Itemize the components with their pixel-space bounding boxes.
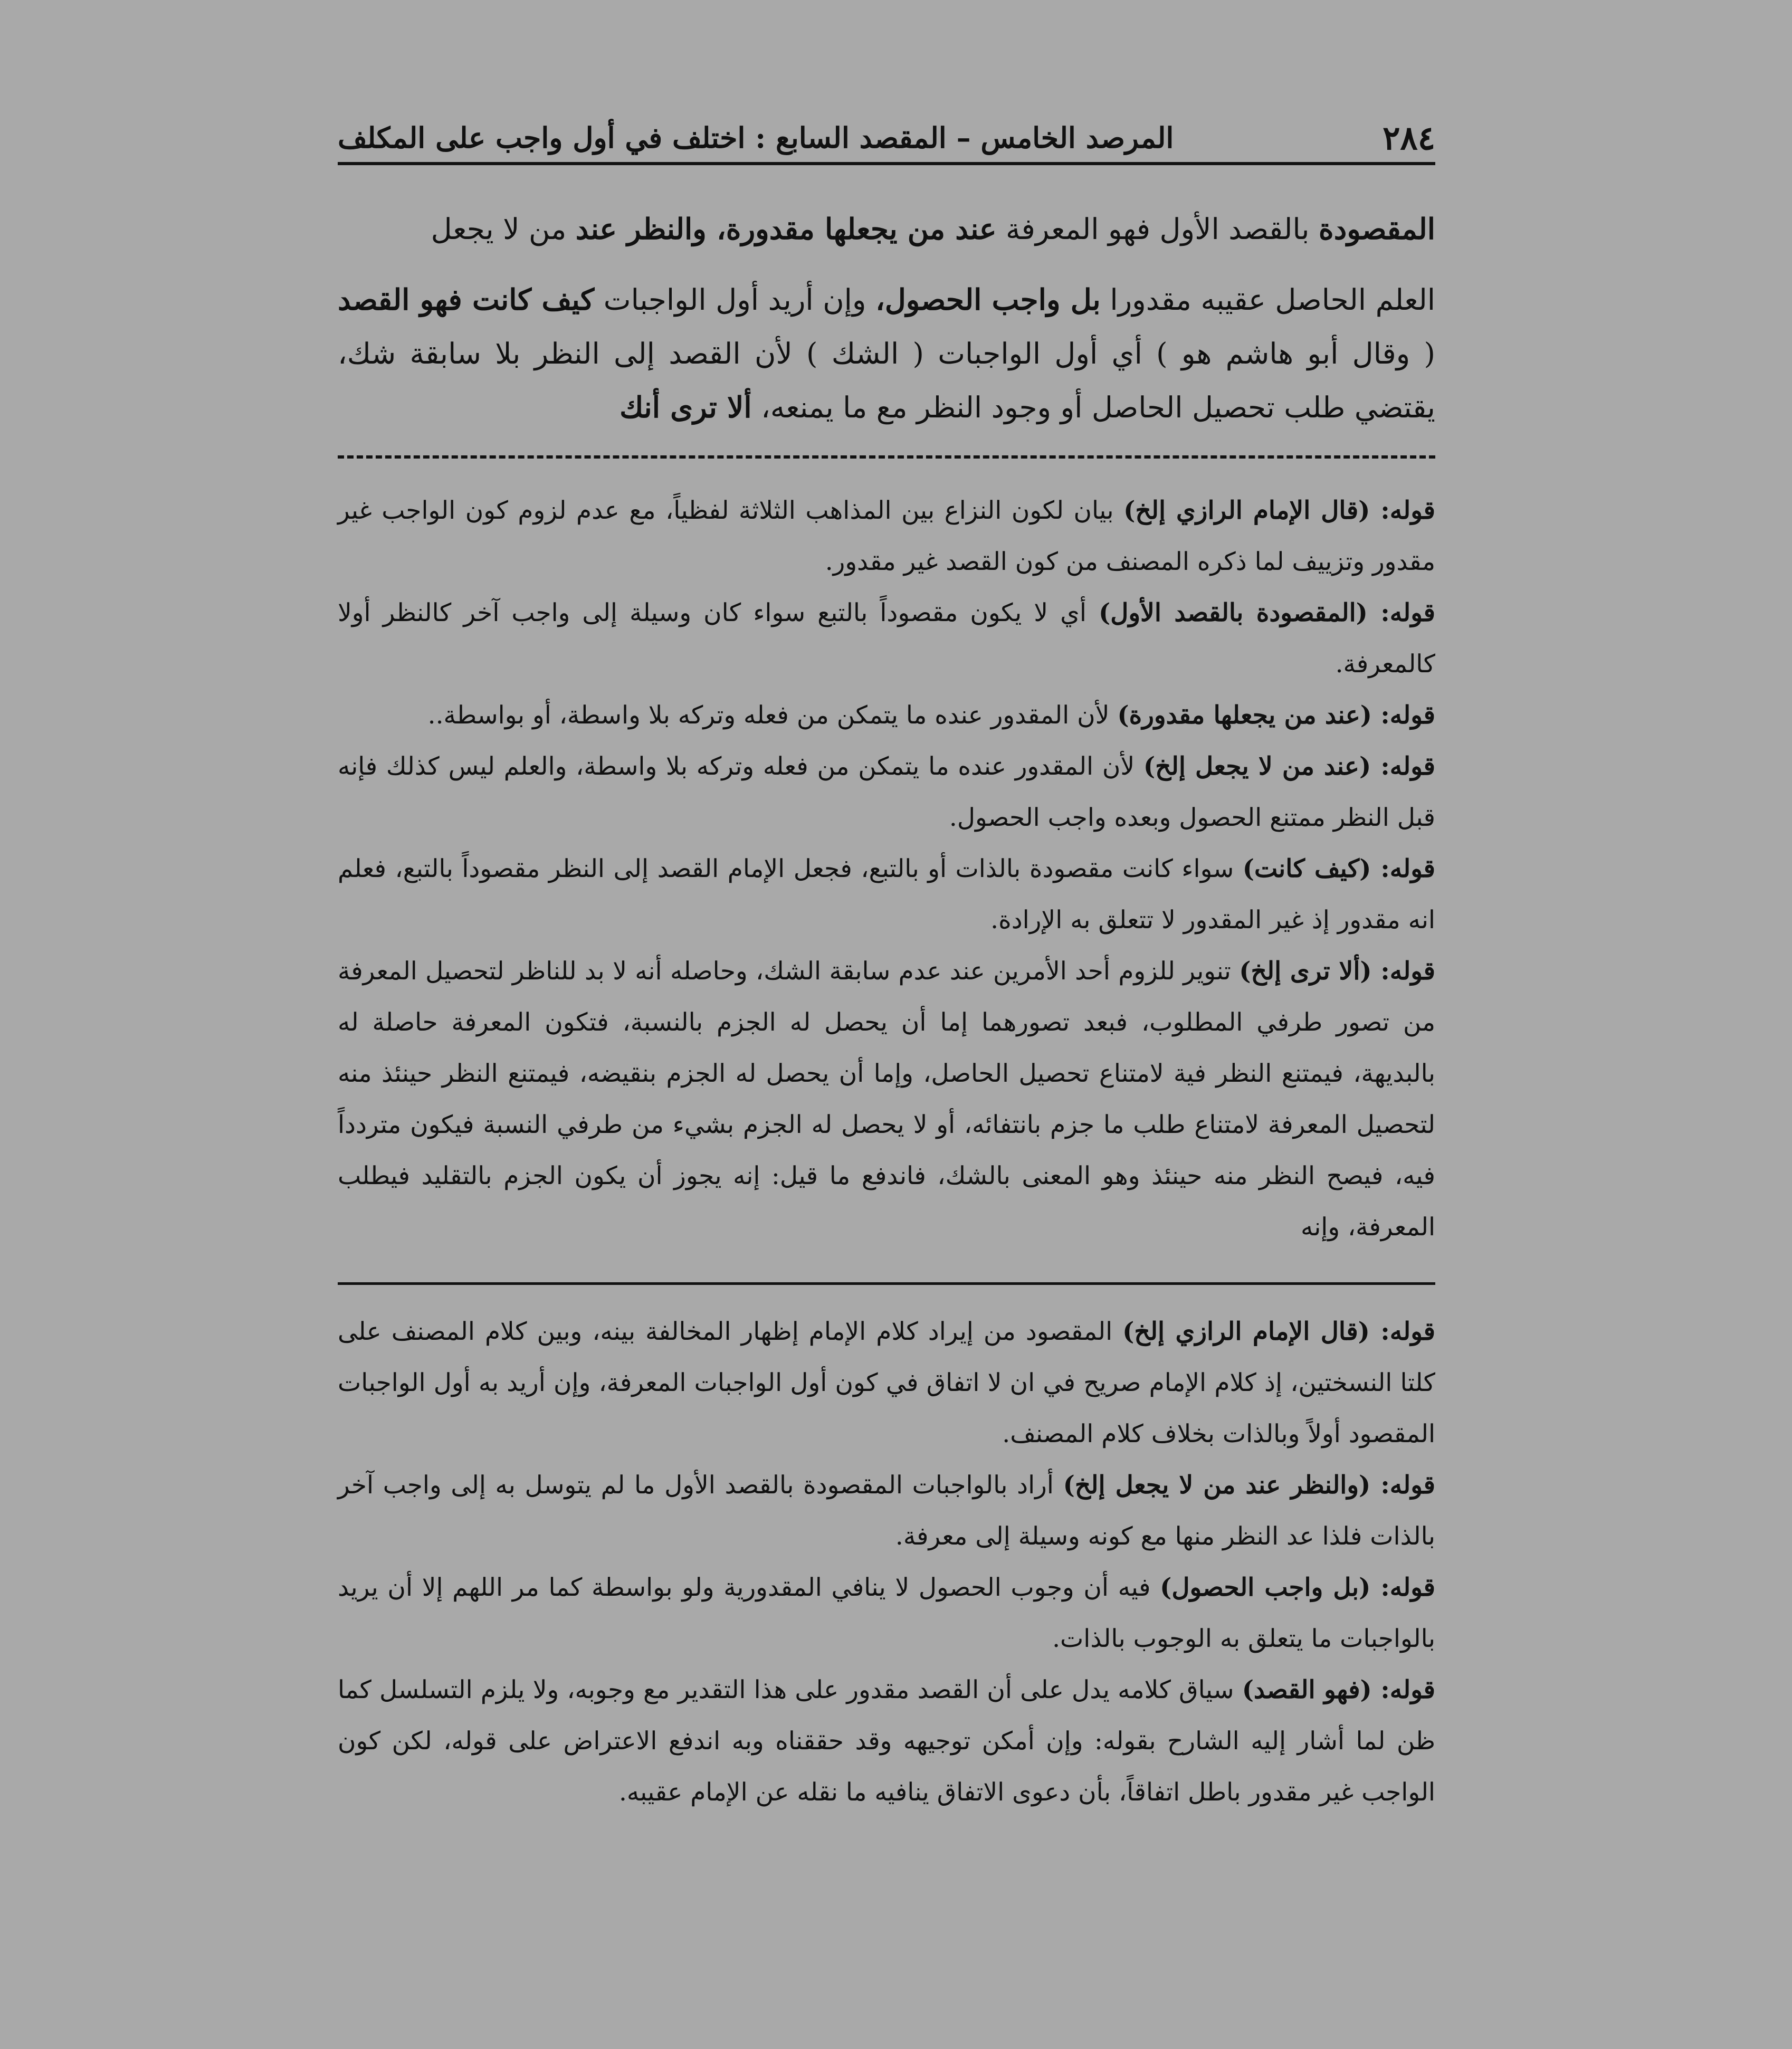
note-item [338,1306,1435,1460]
page-number: ٢٨٤ [1383,118,1435,157]
note-lead: قوله: (كيف كانت) [1242,854,1435,883]
running-header [338,113,1435,165]
note-item [338,1664,1435,1818]
commentary-2 [338,1306,1435,1818]
note-lead: قوله: (فهو القصد) [1242,1675,1436,1704]
note-text: المقصود من إيراد كلام الإمام إظهار المخالفة بينه، وبين كلام المصنف على كلتا النسختين، إذ كلام الإمام صريح في ان لا اتفاق في كون أول الواجبات المعرفة، وإن أريد به أول الواجبات المقصود أولاً وبالذات بخلاف كلام المصنف. [338,1317,1435,1448]
note-item [338,1460,1435,1562]
note-lead: قوله: (قال الإمام الرازي إلخ) [1122,1317,1435,1346]
main-segment: ألا ترى أنك [619,390,752,424]
note-lead: قوله: (ألا ترى إلخ) [1239,957,1436,986]
note-lead: قوله: (والنظر عند من لا يجعل إلخ) [1063,1471,1435,1500]
dashed-divider [338,455,1435,459]
note-item [338,485,1435,587]
main-paragraph-2 [338,273,1435,434]
note-text: سياق كلامه يدل على أن القصد مقدور على هذا التقدير مع وجوبه، ولا يلزم التسلسل كما ظن لما أشار إليه الشارح بقوله: وإن أمكن توجيهه وقد حققناه وبه اندفع الاعتراض على قوله، لكن كون الواجب غير مقدور باطل اتفاقاً، بأن دعوى الاتفاق ينافيه ما نقله عن الإمام عقيبه. [338,1675,1435,1807]
main-segment: العلم الحاصل عقيبه مقدورا [1100,283,1435,317]
main-segment: عند من يجعلها مقدورة، والنظر عند [575,212,997,246]
note-item [338,843,1435,946]
main-paragraph-1 [338,202,1435,256]
note-item [338,741,1435,843]
note-lead: قوله: (عند من لا يجعل إلخ) [1143,752,1435,781]
note-item [338,690,1435,741]
main-segment: بل واجب الحصول، [875,282,1101,317]
main-segment: من لا يجعل [431,212,576,246]
note-lead: قوله: (عند من يجعلها مقدورة) [1117,701,1435,730]
note-text: أراد بالواجبات المقصودة بالقصد الأول ما لم يتوسل به إلى واجب آخر بالذات فلذا عد النظر منها مع كونه وسيلة إلى معرفة. [338,1471,1435,1551]
main-segment: ( وقال أبو هاشم هو ) أي أول الواجبات ( الشك ) لأن القصد إلى النظر بلا سابقة شك، يقتضي طلب تحصيل الحاصل أو وجود النظر مع ما يمنعه، [338,337,1435,424]
note-item [338,946,1435,1253]
running-title: المرصد الخامس – المقصد السابع : اختلف في أول واجب على المكلف [338,121,1174,155]
main-segment: وإن أريد أول الواجبات [594,283,876,317]
book-page [338,113,1435,1818]
note-text: تنوير للزوم أحد الأمرين عند عدم سابقة الشك، وحاصله أنه لا بد للناظر لتحصيل المعرفة من تصور طرفي المطلوب، فبعد تصورهما إما أن يحصل له الجزم بالنسبة، فتكون المعرفة حاصلة له بالبديهة، فيمتنع النظر فية لامتناع تحصيل الحاصل، وإما أن يحصل له الجزم بنقيضه، فيمتنع النظر حينئذ منه لتحصيل المعرفة لامتناع طلب ما جزم بانتفائه، أو لا يحصل له الجزم بشيء من طرفي النسبة فيكون متردداً فيه، فيصح النظر منه حينئذ وهو المعنى بالشك، فاندفع ما قيل: إنه يجوز أن يكون الجزم بالتقليد فيطلب المعرفة، وإنه [338,957,1435,1242]
note-lead: قوله: (المقصودة بالقصد الأول) [1098,598,1435,627]
main-segment: كيف كانت فهو القصد [338,282,595,317]
note-text: فيه أن وجوب الحصول لا ينافي المقدورية ولو بواسطة كما مر اللهم إلا أن يريد بالواجبات ما يتعلق به الوجوب بالذات. [338,1573,1435,1653]
note-text: سواء كانت مقصودة بالذات أو بالتبع، فجعل الإمام القصد إلى النظر مقصوداً بالتبع، فعلم انه مقدور إذ غير المقدور لا تتعلق به الإرادة. [338,854,1435,935]
note-text: بيان لكون النزاع بين المذاهب الثلاثة لفظياً، مع عدم لزوم كون الواجب غير مقدور وتزييف لما ذكره المصنف من كون القصد غير مقدور. [338,496,1435,576]
note-item [338,1562,1435,1664]
note-lead: قوله: (قال الإمام الرازي إلخ) [1123,496,1435,525]
note-item [338,587,1435,690]
solid-divider [338,1282,1435,1285]
commentary-1 [338,485,1435,1253]
note-lead: قوله: (بل واجب الحصول) [1160,1573,1436,1602]
main-segment: المقصودة [1318,212,1435,246]
note-text: أي لا يكون مقصوداً بالتبع سواء كان وسيلة إلى واجب آخر كالنظر أولا كالمعرفة. [338,598,1435,679]
note-text: لأن المقدور عنده ما يتمكن من فعله وتركه بلا واسطة، والعلم ليس كذلك فإنه قبل النظر ممتنع الحصول وبعده واجب الحصول. [338,752,1435,832]
main-text [338,202,1435,434]
note-text: لأن المقدور عنده ما يتمكن من فعله وتركه بلا واسطة، أو بواسطة.. [427,701,1118,730]
main-segment: بالقصد الأول فهو المعرفة [996,212,1319,246]
